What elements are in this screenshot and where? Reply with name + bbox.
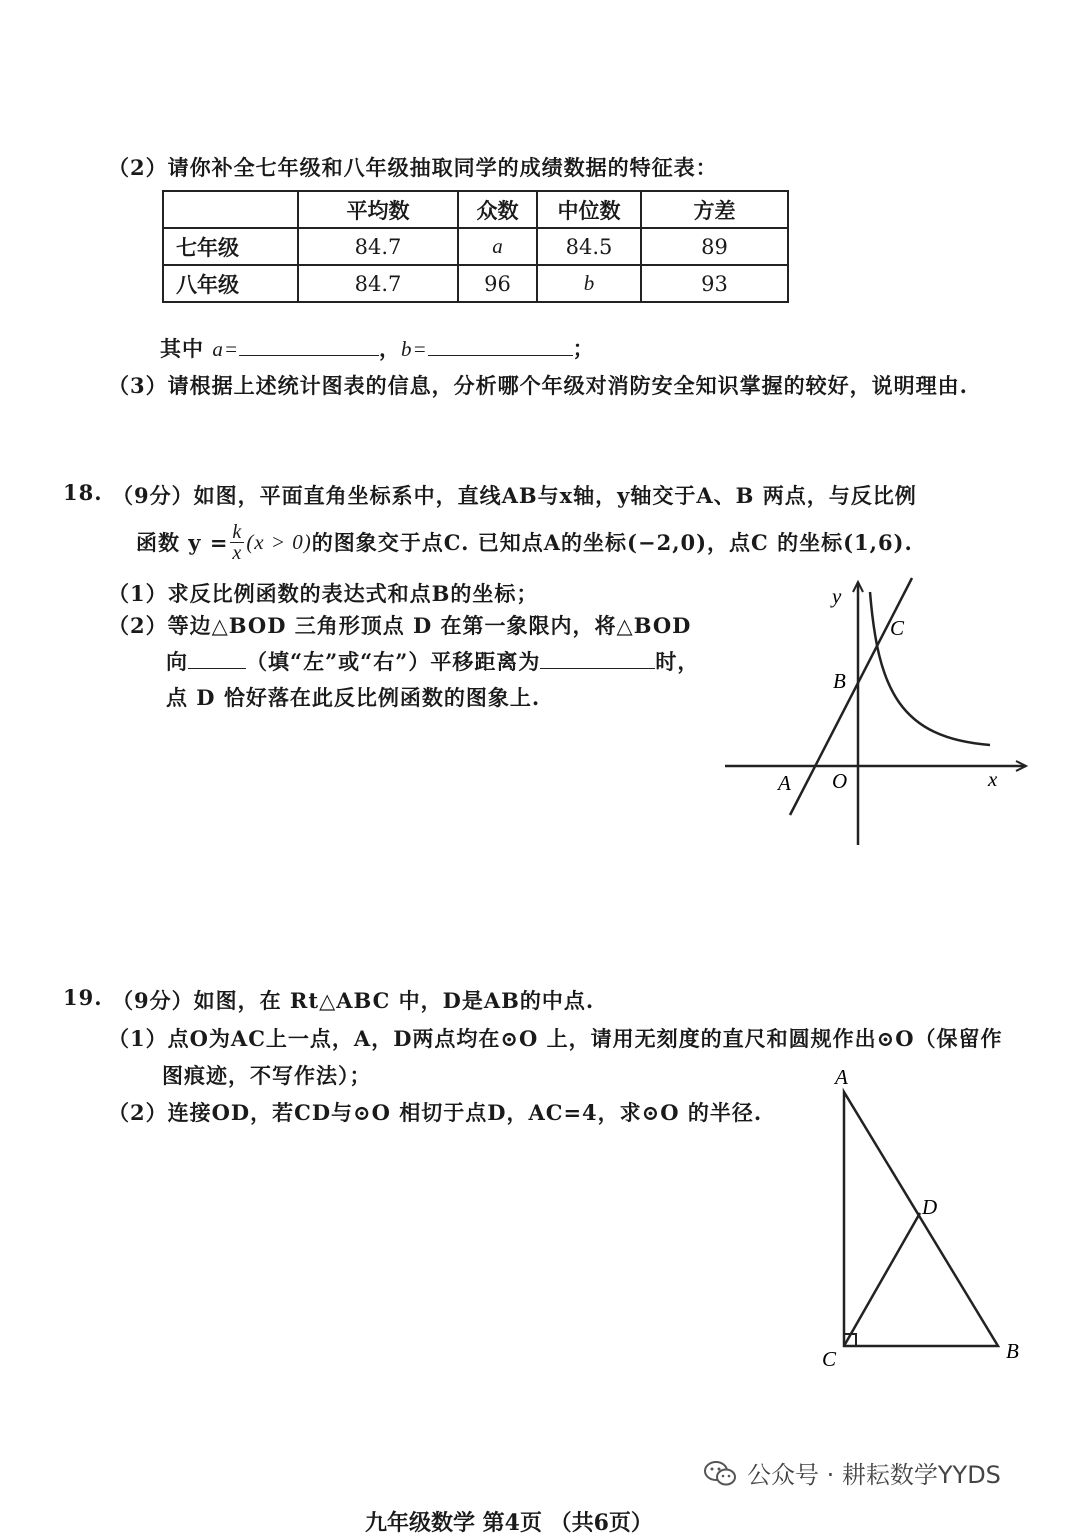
q18-part1: （1）求反比例函数的表达式和点B的坐标； — [108, 581, 539, 606]
line-ab — [790, 578, 912, 815]
table-header-cell: 众数 — [458, 191, 537, 228]
table-row — [163, 228, 788, 265]
y-label: y — [832, 584, 842, 608]
b-label: b= — [400, 337, 428, 361]
wechat-icon — [703, 1459, 737, 1487]
vertex-a-label: A — [835, 1065, 848, 1089]
point-c-label: C — [890, 616, 905, 640]
q17-part3-text: （3）请根据上述统计图表的信息，分析哪个年级对消防安全知识掌握的较好，说明理由. — [108, 373, 968, 398]
vertex-c-label: C — [822, 1347, 837, 1371]
cell-mean: 84.7 — [298, 228, 458, 265]
point-d-label: D — [922, 1195, 938, 1219]
q19-part1-line1: （1）点O为AC上一点，A，D两点均在⊙O 上，请用无刻度的直尺和圆规作出⊙O（保留作 — [108, 1026, 1003, 1051]
q18-line2-pre: 函数 y = — [136, 530, 229, 555]
page-footer: 九年级数学 第4页 （共6页） — [365, 1510, 653, 1536]
origin-label: O — [832, 769, 848, 793]
q19-part1-line2: 图痕迹，不写作法）； — [162, 1063, 372, 1088]
a-label: a= — [212, 337, 239, 361]
point-b-label: B — [833, 669, 846, 693]
q19-line1: （9分）如图，在 Rt△ABC 中，D是AB的中点. — [112, 988, 595, 1013]
vertex-b-label: B — [1006, 1339, 1019, 1363]
frac-numerator: k — [232, 520, 243, 543]
cell-median: b — [537, 265, 641, 302]
q18-graph — [720, 570, 1030, 855]
cell-median: 84.5 — [537, 228, 641, 265]
a-blank[interactable] — [239, 335, 379, 356]
q18-line2-post: 的图象交于点C. 已知点A的坐标(−2,0)，点C 的坐标(1,6). — [311, 530, 913, 555]
cell-mode: a — [458, 228, 537, 265]
q18-part2-line3: 点 D 恰好落在此反比例函数的图象上. — [166, 685, 541, 710]
distance-blank[interactable] — [540, 648, 655, 669]
fill-sep: ， — [378, 336, 401, 361]
q19-part2: （2）连接OD，若CD与⊙O 相切于点D，AC=4，求⊙O 的半径. — [108, 1100, 763, 1125]
cell-variance: 89 — [641, 228, 788, 265]
row-label: 八年级 — [163, 265, 298, 302]
segment-cd — [844, 1213, 920, 1346]
x-label: x — [988, 767, 998, 791]
fill-prefix: 其中 — [160, 336, 204, 361]
table-header-cell: 平均数 — [298, 191, 458, 228]
direction-blank[interactable] — [188, 648, 246, 669]
fill-end: ； — [572, 336, 595, 361]
q18-line1: （9分）如图，平面直角坐标系中，直线AB与x轴，y轴交于A、B 两点，与反比例 — [112, 483, 917, 508]
q18-number: 18. — [63, 480, 103, 505]
watermark-text: 公众号 · 耕耘数学YYDS — [747, 1461, 1001, 1489]
row-label: 七年级 — [163, 228, 298, 265]
table-row — [163, 265, 788, 302]
q17-fill-line — [160, 333, 595, 363]
watermark — [703, 1455, 1001, 1490]
q18-line2 — [136, 512, 913, 572]
part2-dir-label: 向 — [166, 649, 188, 674]
q18-part2-line2 — [166, 646, 699, 676]
table-header-row — [163, 191, 788, 228]
table-header-cell: 中位数 — [537, 191, 641, 228]
q19-number: 19. — [63, 985, 103, 1010]
b-blank[interactable] — [428, 335, 573, 356]
table-header-cell: 方差 — [641, 191, 788, 228]
fraction — [230, 522, 244, 563]
hyperbola-curve — [870, 592, 990, 745]
cell-mean: 84.7 — [298, 265, 458, 302]
frac-denominator: x — [232, 541, 243, 564]
q18-condition: (x > 0) — [246, 529, 312, 554]
cell-variance: 93 — [641, 265, 788, 302]
point-a-label: A — [778, 771, 791, 795]
stats-table — [162, 190, 789, 303]
q18-part2-line1: （2）等边△BOD 三角形顶点 D 在第一象限内，将△BOD — [108, 613, 692, 638]
q19-triangle-figure — [810, 1060, 1030, 1380]
q17-part2-text: （2）请你补全七年级和八年级抽取同学的成绩数据的特征表： — [108, 155, 718, 180]
cell-mode: 96 — [458, 265, 537, 302]
table-header-cell — [163, 191, 298, 228]
part2-hint: （填“左”或“右”）平移距离为 — [246, 649, 541, 674]
part2-tail: 时， — [655, 649, 700, 674]
